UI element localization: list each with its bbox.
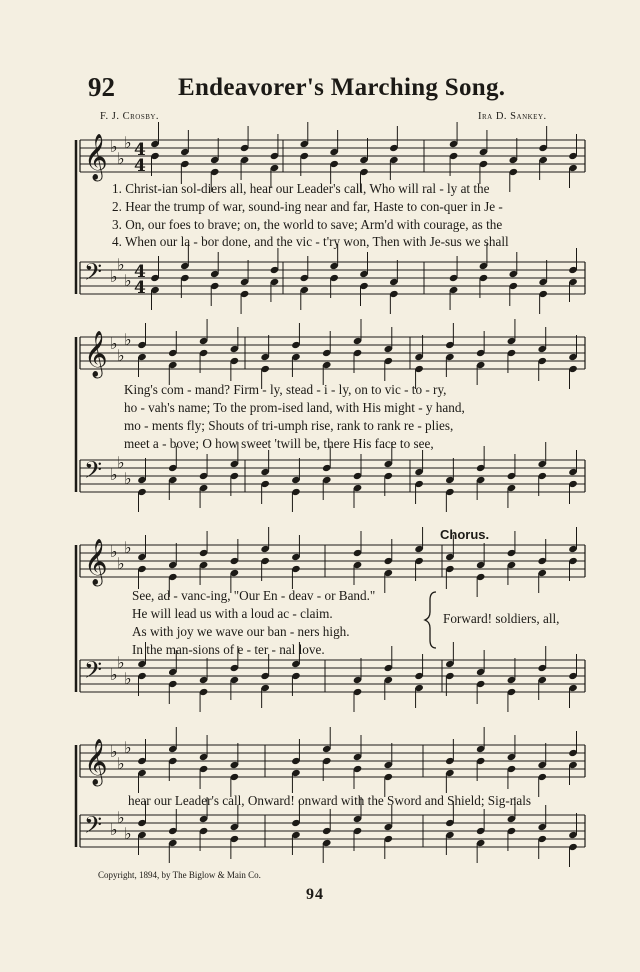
flat-icon: ♭ [117,149,125,168]
flat-icon: ♭ [117,653,125,672]
time-signature: 4 [134,140,146,160]
chorus-label: Chorus. [440,527,490,542]
flat-icon: ♭ [124,824,132,843]
flat-icon: ♭ [124,538,132,557]
bass-clef-icon: 𝄢 [84,258,103,291]
flat-icon: ♭ [117,554,125,573]
treble-clef-icon: 𝄞 [84,539,108,585]
chorus-line-2: hear our Leader's call, Onward! onward with the Sword and Shield; Sig-nals [128,793,532,808]
verse-3-line-2: mo - ments fly; Shouts of tri-umph rise, rank to rank re - plies, [124,418,454,433]
bass-clef-icon: 𝄢 [84,456,103,489]
bass-clef-icon: 𝄢 [84,811,103,844]
time-signature: 4 [134,278,146,298]
page-number: 94 [306,886,324,903]
flat-icon: ♭ [110,742,118,761]
time-signature: 4 [134,156,146,176]
hymn-title: Endeavorer's Marching Song. [178,74,506,101]
flat-icon: ♭ [110,334,118,353]
verse-1-line-1: 1. Christ-ian sol-diers all, hear our Leader's call, Who will ral - ly at the [112,181,490,196]
flat-icon: ♭ [124,330,132,349]
flat-icon: ♭ [124,469,132,488]
flat-icon: ♭ [110,820,118,839]
verse-4-line-2: meet a - bove; O how sweet 'twill be, there His face to see, [124,436,434,451]
verse-4-line-1: 4. When our la - bor done, and the vic - t'ry won, Then with Je-sus we shall [112,234,509,249]
flat-icon: ♭ [110,137,118,156]
verse-1-line-3: See, ad - vanc-ing, "Our En - deav - or Band." [132,588,376,603]
verse-4-line-3: In the man-sions of e - ter - nal love. [132,642,325,657]
treble-clef-icon: 𝄞 [84,134,108,180]
flat-icon: ♭ [124,271,132,290]
verse-3-line-1: 3. On, our foes to brave; on, the world to save; Arm'd with courage, as the [112,217,503,232]
chorus-start-lyric: Forward! soldiers, all, [443,611,560,626]
flat-icon: ♭ [110,665,118,684]
bass-clef-icon: 𝄢 [84,656,103,689]
verse-2-line-1: 2. Hear the trump of war, sound-ing near and far, Haste to con-quer in Je - [112,199,503,214]
flat-icon: ♭ [124,669,132,688]
time-signature: 4 [134,262,146,282]
author-credit: F. J. Crosby. [100,111,160,122]
flat-icon: ♭ [110,542,118,561]
brace-icon [425,592,436,648]
treble-clef-icon: 𝄞 [84,331,108,377]
flat-icon: ♭ [110,465,118,484]
verse-1-line-2: King's com - mand? Firm - ly, stead - i - ly, on to vic - to - ry, [124,382,447,397]
verse-2-line-3: He will lead us with a loud ac - claim. [132,606,333,621]
flat-icon: ♭ [117,346,125,365]
verse-3-line-3: As with joy we wave our ban - ners high. [132,624,350,639]
hymn-number: 92 [88,72,115,102]
flat-icon: ♭ [117,808,125,827]
flat-icon: ♭ [117,453,125,472]
flat-icon: ♭ [124,738,132,757]
treble-clef-icon: 𝄞 [84,739,108,785]
verse-2-line-2: ho - vah's name; To the prom-ised land, with His might - y hand, [124,400,465,415]
flat-icon: ♭ [117,754,125,773]
flat-icon: ♭ [117,255,125,274]
flat-icon: ♭ [124,133,132,152]
copyright-notice: Copyright, 1894, by The Biglow & Main Co. [98,870,261,880]
composer-credit: Ira D. Sankey. [478,111,547,122]
flat-icon: ♭ [110,267,118,286]
